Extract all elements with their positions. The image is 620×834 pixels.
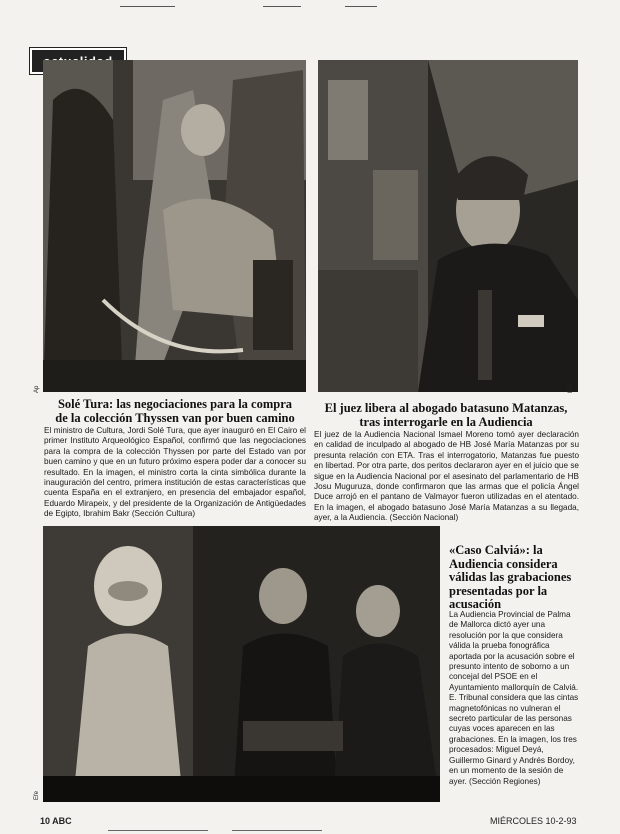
photo-calvia-image [43,526,440,802]
photo-calvia-credit: Efe [34,790,40,800]
issue-date: MIÉRCOLES 10-2-93 [490,816,577,826]
headline-matanzas-line2: tras interrogarle en la Audiencia [359,415,533,429]
photo-thyssen [43,60,306,392]
headline-thyssen-line1: Solé Tura: las negociaciones para la compra [57,397,293,411]
photo-matanzas-credit: Efe [568,383,574,393]
photo-thyssen-image [43,60,306,392]
page-number: 10 ABC [40,816,72,826]
photo-thyssen-credit: Ap [34,385,40,393]
photo-calvia [43,526,440,802]
photo-matanzas-image [318,60,578,392]
bottom-rule-right [232,830,322,831]
body-thyssen: El ministro de Cultura, Jordi Solé Tura, que ayer inauguró en El Cairo el primer Instituto Arqueológico Español, confirmó que las negociaciones para la compra de la colección Thyssen por parte del Estado van por buen camino y que en un futuro próximo espera poder dar a conocer su resultado. En la imagen, el ministro corta la cinta simbólica durante la inauguración del centro, primera institución de estas características que cuenta España en el extranjero, en presencia del embajador español, Eduardo Mirapeix, y del presidente de la Organización de Antigüedades de Egipto, Ibrahim Bakr (Sección Cultura) [44,426,306,519]
body-matanzas: El juez de la Audiencia Nacional Ismael Moreno tomó ayer declaración en calidad de inculpado al abogado de HB José María Matanzas por su presunta relación con ETA. Tras el interrogatorio, Matanzas fue puesto en libertad. Por otra parte, dos peritos declararon ayer en el juicio que se sigue en la Audiencia Nacional por el asesinato del parlamentario de HB Josu Muguruza, donde confirmaron que las armas que el policía Ángel Duce arrojó en el pantano de Valmayor fueron utilizadas en el atentado. En la imagen, el abogado batasuno José María Matanzas a su llegada, ayer, a la Audiencia. (Sección Nacional) [314,430,579,523]
photo-matanzas [318,60,578,392]
top-registration-marks [0,6,620,10]
bottom-rule-left [108,830,208,831]
headline-calvia: «Caso Calviá»: la Audiencia considera válidas las grabaciones presentadas por la acusación [449,543,572,611]
headline-matanzas-line1: El juez libera al abogado batasuno Matanzas, [324,401,568,415]
body-calvia: La Audiencia Provincial de Palma de Mallorca dictó ayer una resolución por la que considera válida la prueba fonográfica aportada por la acusación sobre el presunto intento de soborno a un concejal del PSOE en el Ayuntamiento mallorquín de Calviá. E. Tribunal considera que las cintas magnetofónicas no vulneran el secreto particular de las personas cuyas voces aparecen en las grabaciones. En la imagen, los tres procesados: Miguel Deyá, Guillermo Ginard y Andrés Bordoy, en un momento de la sesión de ayer. (Sección Regiones) [449,610,579,786]
headline-thyssen-line2: de la colección Thyssen van por buen camino [55,411,295,425]
